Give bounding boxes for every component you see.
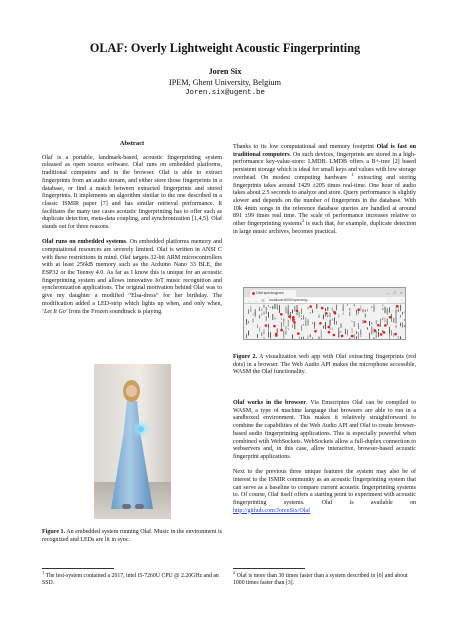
fingerprint-dot — [377, 324, 380, 327]
author-affiliation: IPEM, Ghent University, Belgium — [168, 78, 282, 87]
spectrogram-line — [272, 314, 273, 320]
fingerprint-dot — [273, 325, 276, 328]
embedded-lead: Olaf runs on embedded systems — [42, 239, 127, 246]
author-block — [0, 66, 450, 99]
led-light — [138, 426, 144, 432]
spectrogram-line — [374, 304, 375, 306]
spectrogram-line — [292, 310, 293, 314]
spectrogram-line — [367, 327, 368, 329]
spectrogram-line — [292, 334, 293, 338]
spectrogram-line — [347, 304, 348, 305]
embedded-tail: ’ from the Frozen soundtrack is playing. — [65, 308, 163, 315]
fast-footnote-mark: 1 — [351, 171, 354, 177]
author-email[interactable]: Joren.six@ugent.be — [185, 89, 265, 97]
spectrogram-line — [363, 309, 364, 312]
spectrogram-line — [356, 337, 357, 340]
spectrogram-line — [268, 305, 269, 307]
spectrogram-line — [325, 322, 326, 329]
spectrogram-line — [264, 311, 265, 314]
spectrogram-line — [323, 325, 324, 328]
fingerprint-dot — [288, 315, 291, 318]
fast-intro: Thanks to its low computational and memory footprint — [233, 144, 377, 150]
left-column — [42, 140, 222, 324]
spectrogram-line — [275, 318, 276, 320]
figure-1-label: Figure 1. — [42, 529, 66, 535]
spectrogram — [244, 304, 406, 340]
spectrogram-line — [294, 306, 295, 311]
fingerprint-dot — [341, 335, 344, 338]
fast-text-2: extracting and storing fingerprints takes around 1429 ±205 times real-time. One hour of audio takes about 2.5 seconds to analyze and store. Query performance is slightly slower and depends on the number of fingerprints in the database. With 10k 4min songs in the reference database queries are handled at around 891 ±99 times real time. The scale of performance increases relative to other fingerprinting systems — [233, 174, 416, 228]
spectrogram-line — [360, 306, 361, 312]
fingerprint-dot — [292, 316, 295, 319]
spectrogram-line — [354, 305, 355, 307]
spectrogram-line — [246, 323, 247, 325]
spectrogram-line — [404, 319, 405, 321]
spectrogram-line — [398, 310, 399, 312]
figure-2-label: Figure 2. — [233, 354, 257, 360]
spectrogram-line — [371, 326, 372, 331]
right-shoe — [135, 504, 144, 509]
spectrogram-line — [314, 324, 315, 329]
embedded-song-title: Let It Go — [44, 308, 66, 315]
spectrogram-line — [257, 325, 258, 328]
abstract-heading: Abstract — [119, 140, 145, 147]
spectrogram-line — [301, 318, 302, 320]
spectrogram-line — [400, 315, 401, 318]
browser-tab-bar — [244, 288, 406, 297]
spectrogram-line — [286, 326, 287, 329]
fingerprint-dot — [292, 318, 295, 321]
spectrogram-line — [385, 307, 386, 313]
spectrogram-line — [358, 332, 359, 339]
spectrogram-line — [253, 314, 254, 316]
spectrogram-line — [323, 315, 324, 320]
spectrogram-line — [400, 336, 401, 340]
spectrogram-line — [261, 309, 262, 312]
spectrogram-line — [382, 318, 383, 321]
spectrogram-line — [303, 315, 304, 319]
browser-tab[interactable] — [250, 290, 296, 298]
spectrogram-line — [292, 324, 293, 327]
spectrogram-line — [253, 318, 254, 322]
spectrogram-line — [270, 307, 271, 308]
browser-paragraph — [233, 400, 416, 462]
spectrogram-line — [338, 314, 339, 317]
fingerprint-dot — [321, 307, 324, 310]
spectrogram-line — [268, 324, 269, 328]
spectrogram-line — [338, 328, 339, 334]
figure-2-caption-text: A visualization web app with Olaf extracting fingerprints (red dots) in a browser. The Web Audio API makes the microphone accessible, WASM the Olaf functionality. — [233, 354, 416, 376]
spectrogram-line — [270, 332, 271, 338]
fingerprint-dot — [380, 333, 383, 336]
figure-1-photo — [94, 364, 171, 519]
figure-2-caption — [233, 354, 416, 377]
spectrogram-line — [246, 319, 247, 323]
spectrogram-line — [358, 311, 359, 314]
footnote-2-mark: 2 — [233, 570, 236, 576]
spectrogram-line — [332, 308, 333, 312]
spectrogram-line — [352, 328, 353, 333]
spectrogram-line — [266, 307, 267, 314]
fast-text: . On such devices, fingerprints are stored in a high-performance key-value-store: LMDB. LMDB offers a B+-tree [2] based persistent storage which is ideal for small keys and values with low storage overhead. On modest computing hardware — [233, 151, 416, 181]
spectrogram-line — [354, 321, 355, 327]
spectrogram-line — [400, 323, 401, 327]
spectrogram-line — [277, 304, 278, 310]
spectrogram-line — [268, 328, 269, 333]
fingerprint-dot — [357, 308, 360, 311]
spectrogram-line — [356, 331, 357, 334]
fingerprint-dot — [394, 333, 397, 336]
spectrogram-line — [349, 312, 350, 316]
spectrogram-line — [288, 305, 289, 312]
fingerprint-dot — [314, 330, 317, 333]
right-column-lower — [233, 400, 416, 523]
spectrogram-line — [305, 322, 306, 326]
spectrogram-line — [301, 337, 302, 340]
embedded-paragraph — [42, 239, 222, 316]
spectrogram-line — [343, 312, 344, 314]
figure-1-caption — [42, 529, 222, 544]
spectrogram-line — [327, 308, 328, 312]
closing-paragraph — [233, 469, 416, 515]
footnote-1 — [42, 570, 222, 588]
spectrogram-line — [264, 329, 265, 332]
browser-address-bar — [244, 297, 406, 304]
left-shoe — [122, 504, 131, 509]
spectrogram-line — [389, 330, 390, 331]
spectrogram-line — [319, 337, 320, 340]
spectrogram-line — [255, 316, 256, 318]
spectrogram-line — [297, 305, 298, 309]
nav-arrows-icon: ← → ⟳ — [247, 297, 266, 303]
spectrogram-line — [374, 306, 375, 312]
spectrogram-line — [332, 328, 333, 330]
spectrogram-line — [301, 325, 302, 331]
url-field: localhost:8000/spectrog... — [266, 298, 386, 303]
spectrogram-line — [246, 334, 247, 339]
right-column — [233, 144, 416, 236]
spectrogram-line — [396, 325, 397, 328]
spectrogram-line — [398, 336, 399, 340]
spectrogram-line — [312, 322, 313, 323]
spectrogram-line — [343, 304, 344, 311]
spectrogram-line — [374, 337, 375, 340]
fingerprint-dot — [293, 321, 296, 324]
spectrogram-line — [308, 319, 309, 325]
spectrogram-line — [301, 315, 302, 317]
spectrogram-line — [378, 329, 379, 331]
spectrogram-line — [268, 312, 269, 318]
paper-title: OLAF: Overly Lightweight Acoustic Fingerprinting — [89, 41, 361, 55]
fingerprint-dot — [325, 312, 328, 315]
spectrogram-line — [275, 304, 276, 309]
spectrogram-line — [248, 309, 249, 313]
spectrogram-line — [308, 335, 309, 340]
fingerprint-dot — [275, 334, 278, 337]
spectrogram-line — [347, 329, 348, 335]
spectrogram-line — [259, 307, 260, 308]
spectrogram-line — [369, 321, 370, 326]
fingerprint-dot — [333, 334, 336, 337]
spectrogram-line — [352, 321, 353, 322]
footnote-1-text: The test-system contained a 2017, intel i5-7260U CPU @ 2.20GHz and an SSD. — [42, 573, 219, 587]
spectrogram-line — [365, 313, 366, 317]
spectrogram-line — [376, 333, 377, 339]
spectrogram-line — [387, 319, 388, 326]
footnote-2 — [233, 570, 416, 588]
spectrogram-line — [360, 329, 361, 334]
spectrogram-line — [272, 306, 273, 309]
spectrogram-line — [259, 315, 260, 319]
spectrogram-line — [389, 336, 390, 340]
spectrogram-line — [286, 307, 287, 314]
spectrogram-line — [378, 332, 379, 337]
spectrogram-line — [402, 323, 403, 328]
spectrogram-line — [310, 312, 311, 313]
spectrogram-line — [385, 318, 386, 323]
spectrogram-line — [332, 318, 333, 320]
spectrogram-line — [387, 310, 388, 314]
fingerprint-dot — [351, 335, 354, 338]
spectrogram-line — [336, 305, 337, 311]
spectrogram-line — [299, 312, 300, 317]
spectrogram-line — [396, 318, 397, 324]
spectrogram-line — [371, 306, 372, 308]
fingerprint-dot — [364, 320, 367, 323]
tab-favicon-icon — [252, 292, 255, 295]
spectrogram-line — [288, 329, 289, 330]
spectrogram-line — [294, 323, 295, 329]
spectrogram-line — [266, 316, 267, 321]
figure-2-browser — [243, 287, 406, 340]
spectrogram-line — [259, 327, 260, 332]
menu-dots-icon: ⋮ — [400, 297, 404, 303]
spectrogram-line — [281, 318, 282, 320]
figure-1-caption-text: An embedded system running Olaf. Music in the environment is recognized and LEDs are lit in sync. — [42, 529, 222, 543]
spectrogram-line — [336, 321, 337, 325]
spectrogram-line — [264, 337, 265, 340]
fast-text-3: is such that, for example, duplicate detection in large music archives, becomes practical. — [233, 221, 416, 235]
spectrogram-line — [327, 315, 328, 317]
fingerprint-dot — [319, 322, 322, 325]
spectrogram-line — [308, 307, 309, 309]
spectrogram-line — [367, 310, 368, 312]
browser-text: . Via Emscripten Olaf can be compiled to WASM, a type of machine language that browsers are able to run in a sandboxed environment. This makes it relatively straightforward to combine the capabilities of the Web Audio API and Olaf to create browser-based audio fingerprinting applications. This is especially powerful when combined with WebSockets. WebSockets allow a full-duplex connection to webservers and, in this case, allow interactive, browser-based acoustic fingerprint applications. — [233, 400, 416, 460]
browser-tab-title: Olaf spectrogram — [256, 290, 284, 295]
spectrogram-line — [404, 311, 405, 314]
spectrogram-line — [257, 334, 258, 338]
github-link[interactable]: http://github.com/JorenSix/Olaf — [233, 507, 311, 514]
spectrogram-line — [371, 322, 372, 325]
spectrogram-line — [248, 331, 249, 336]
fingerprint-dot — [280, 313, 283, 316]
spectrogram-line — [303, 337, 304, 340]
spectrogram-line — [393, 333, 394, 337]
window-controls-icon: – □ × — [387, 289, 404, 295]
spectrogram-line — [312, 309, 313, 313]
spectrogram-line — [365, 310, 366, 312]
spectrogram-line — [341, 325, 342, 327]
spectrogram-line — [380, 325, 381, 327]
fingerprint-dot — [384, 324, 387, 327]
spectrogram-line — [349, 308, 350, 311]
spectrogram-line — [396, 310, 397, 314]
author-name: Joren Six — [208, 67, 242, 76]
spectrogram-line — [380, 319, 381, 325]
fingerprint-dot — [296, 310, 299, 313]
spectrogram-line — [303, 324, 304, 326]
spectrogram-line — [354, 334, 355, 339]
fingerprint-dot — [396, 305, 399, 308]
fingerprint-dot — [297, 332, 300, 335]
spectrogram-line — [321, 330, 322, 334]
spectrogram-line — [358, 323, 359, 329]
spectrogram-line — [316, 304, 317, 309]
spectrogram-line — [382, 308, 383, 310]
spectrogram-line — [334, 319, 335, 324]
spectrogram-line — [310, 334, 311, 337]
spectrogram-line — [349, 338, 350, 339]
spectrogram-line — [400, 306, 401, 312]
spectrogram-line — [404, 325, 405, 327]
spectrogram-line — [264, 305, 265, 308]
spectrogram-line — [299, 336, 300, 339]
spectrogram-line — [283, 331, 284, 338]
fingerprint-dot — [333, 311, 336, 314]
spectrogram-line — [356, 336, 357, 337]
fingerprint-dot — [374, 329, 377, 332]
spectrogram-line — [376, 320, 377, 324]
spectrogram-line — [345, 333, 346, 335]
spectrogram-line — [277, 328, 278, 333]
fast-footnote-mark-2: 2 — [301, 218, 305, 224]
spectrogram-line — [255, 309, 256, 315]
footnote-1-mark: 1 — [42, 570, 45, 576]
fingerprint-dot — [280, 329, 283, 332]
spectrogram-line — [283, 318, 284, 322]
spectrogram-line — [330, 313, 331, 318]
spectrogram-line — [393, 318, 394, 322]
spectrogram-line — [259, 309, 260, 311]
spectrogram-line — [319, 314, 320, 318]
footnote-rule-right — [233, 568, 305, 569]
spectrogram-line — [325, 308, 326, 311]
fingerprint-dot — [389, 316, 392, 319]
footnote-2-text: Olaf is more than 30 times faster than a system described in [6] and about 1000 times faster than [3]. — [233, 573, 408, 587]
embedded-text: . On embedded platforms memory and computational resources are severely limited. Olaf is written in ANSI C with these restrictions in mind. Olaf targets 32-bit ARM microcontrollers with at least 256kB memory such as the Arduino Nano 33 BLE, the ESP32 or the Teensy 4.0. As far as I know this is unique for an acoustic fingerprinting system and allows innovative IoT music recognition and synchronization applications. The original motivation behind Olaf was to give my daughter a modified “Elsa-dress” for her birthday. The modification added a LED-strip which lights up when, and only when, ‘ — [42, 239, 222, 315]
spectrogram-line — [250, 308, 251, 312]
spectrogram-line — [283, 338, 284, 340]
spectrogram-line — [286, 331, 287, 335]
spectrogram-line — [363, 320, 364, 324]
fingerprint-dot — [265, 324, 268, 327]
spectrogram-line — [356, 313, 357, 316]
fingerprint-dot — [328, 331, 331, 334]
spectrogram-line — [301, 309, 302, 314]
spectrogram-line — [330, 320, 331, 326]
fast-paragraph — [233, 144, 416, 236]
spectrogram-line — [402, 312, 403, 315]
fast-lead: Olaf is fast on traditional computers — [233, 144, 416, 158]
spectrogram-line — [312, 337, 313, 340]
spectrogram-line — [341, 331, 342, 333]
fingerprint-dot — [383, 331, 386, 334]
spectrogram-line — [391, 330, 392, 335]
spectrogram-line — [288, 320, 289, 327]
footnote-rule-left — [42, 568, 114, 569]
spectrogram-line — [382, 304, 383, 306]
abstract-paragraph: Olaf is a portable, landmark-based, acoustic fingerprinting system released as open source software. Olaf runs on embedded platforms, traditional computers and in the browser. Olaf is able to extract fingerprints from an audio stream, and either store those fingerprints in a database, or find a match between extracted fingerprints and stored fingerprints. It implements an algorithm similar to the one described in a classic ISMIR paper [7] and has similar retrieval performance. It facilitates the many use cases acoustic fingerprinting has to offer such as duplicate detection, meta-data coupling, and synchronization [1,4,5]. Olaf stands out for three reasons. — [42, 154, 222, 231]
child-face — [126, 385, 137, 397]
fingerprint-dot — [309, 305, 312, 308]
spectrogram-line — [261, 313, 262, 315]
closing-text: Next to the previous three unique features the system may also be of interest to the ISMIR community as an acoustic fingerprinting system that can serve as a baseline to compare current acoustic fingerprinting systems to. Of course, Olaf itself offers a starting point to experiment with acoustic fingerprinting systems. Olaf is available on — [233, 469, 416, 506]
fingerprint-dot — [327, 326, 330, 329]
spectrogram-line — [248, 321, 249, 323]
spectrogram-line — [261, 333, 262, 337]
browser-lead: Olaf works in the browser — [233, 400, 307, 406]
spectrogram-line — [389, 307, 390, 312]
spectrogram-line — [279, 305, 280, 310]
spectrogram-line — [369, 333, 370, 340]
